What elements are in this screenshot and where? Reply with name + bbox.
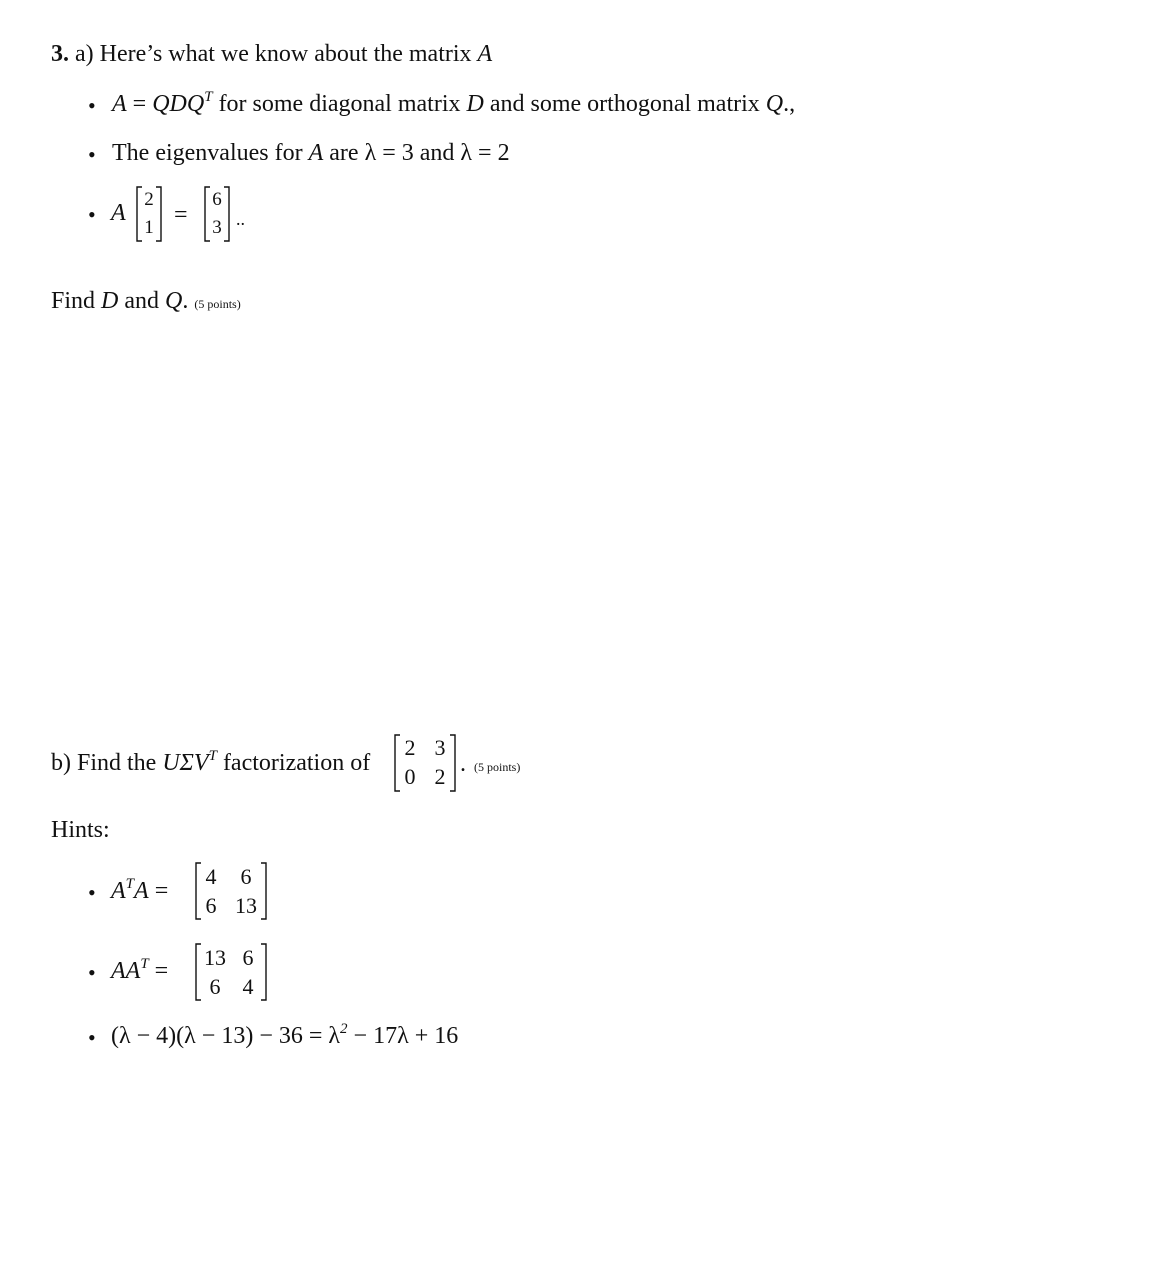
- h3-rest: − 17λ + 16: [353, 1023, 459, 1049]
- hint-2-lhs: [111, 956, 169, 984]
- h1-sup: T: [125, 876, 135, 892]
- part-b-matrix-cell: 3: [434, 735, 446, 760]
- hint-2-matrix-cell: 6: [209, 974, 221, 999]
- find-period: .: [182, 288, 189, 314]
- h3-expr: (λ − 4)(λ − 13) − 36 = λ: [111, 1023, 341, 1049]
- hint-1-matrix-cell: 4: [205, 864, 217, 889]
- h2-eq: =: [154, 958, 169, 984]
- find-Q: Q: [165, 288, 183, 314]
- vector-left: [136, 186, 162, 242]
- hint-2-matrix-cell: 13: [204, 945, 226, 970]
- part-b-sup: T: [208, 748, 217, 764]
- b1-text1: for some diagonal matrix: [218, 91, 461, 117]
- part-a-intro: a) Here’s what we know about the matrix: [75, 41, 472, 67]
- h3-sq: 2: [340, 1021, 348, 1037]
- vector-left-cell: 2: [144, 189, 154, 210]
- b2-text1: The eigenvalues for: [112, 140, 303, 166]
- bullet-dot: •: [88, 960, 96, 985]
- find-and: and: [124, 288, 160, 314]
- b3-A: A: [111, 200, 126, 226]
- h1-eq: =: [154, 878, 169, 904]
- part-b-matrix-cell: 2: [434, 764, 446, 789]
- h2-sup: T: [140, 956, 149, 972]
- h1-A2: A: [134, 878, 149, 904]
- b2-eig1: λ = 3: [364, 140, 414, 166]
- h2-AA: AA: [111, 958, 141, 984]
- hint-2-matrix-cell: 6: [242, 945, 254, 970]
- bullet-dot: •: [88, 202, 96, 227]
- b1-rhs: QDQ: [152, 91, 205, 117]
- b2-A: A: [308, 140, 324, 166]
- find-line: [51, 289, 241, 313]
- vector-right: [204, 186, 230, 242]
- part-b-matrix-cell: 0: [404, 764, 416, 789]
- hint-1-matrix-cell: 6: [205, 893, 217, 918]
- b1-text2: and some orthogonal matrix: [489, 91, 760, 117]
- hint-1-matrix-cell: 13: [235, 893, 257, 918]
- hint-3-expression: [111, 1021, 459, 1049]
- vector-right-cell: 3: [212, 217, 222, 238]
- find-D: D: [101, 288, 119, 314]
- vector-right-cell: 6: [212, 189, 222, 210]
- hint-1-matrix: [195, 862, 267, 920]
- hint-2-matrix: [195, 943, 267, 1001]
- b1-eq: =: [132, 91, 147, 117]
- b1-D: D: [466, 91, 484, 117]
- part-b-text2: factorization of: [222, 750, 371, 776]
- part-b-points: (5 points): [474, 760, 521, 774]
- part-b-period: .: [460, 751, 466, 777]
- b1-Q: Q: [765, 91, 784, 117]
- part-b-matrix: [394, 734, 456, 792]
- b1-tail: .,: [783, 91, 796, 117]
- b2-and: and: [419, 140, 455, 166]
- b1-sup: T: [204, 89, 213, 105]
- hint-2-matrix-cell: 4: [242, 974, 254, 999]
- part-b-matrix-cell: 2: [404, 735, 416, 760]
- hints-label: Hints:: [51, 817, 110, 843]
- b3-eq: =: [174, 202, 188, 228]
- part-b-usv: UΣV: [162, 750, 209, 776]
- points-label: (5 points): [194, 297, 241, 311]
- problem-heading: [51, 42, 492, 66]
- bullet-dot: •: [88, 880, 96, 905]
- b2-eig2: λ = 2: [460, 140, 510, 166]
- bullet-dot: •: [88, 1025, 96, 1050]
- b2-text2: are: [329, 140, 359, 166]
- part-b-line: [51, 748, 371, 776]
- bullet-2-text: [112, 141, 510, 165]
- part-b-text1: b) Find the: [51, 750, 157, 776]
- h1-A: A: [111, 878, 126, 904]
- bullet-dot: •: [88, 93, 96, 118]
- b3-tail: ..: [236, 209, 245, 229]
- hint-1-matrix-cell: 6: [240, 864, 252, 889]
- bullet-1-text: [112, 89, 796, 117]
- problem-number: 3.: [51, 41, 69, 67]
- bullet-dot: •: [88, 142, 96, 167]
- matrix-a-symbol: A: [477, 41, 493, 67]
- find-text: Find: [51, 288, 96, 314]
- hint-1-lhs: [111, 876, 169, 904]
- b1-lhs: A: [112, 91, 127, 117]
- vector-left-cell: 1: [144, 217, 154, 238]
